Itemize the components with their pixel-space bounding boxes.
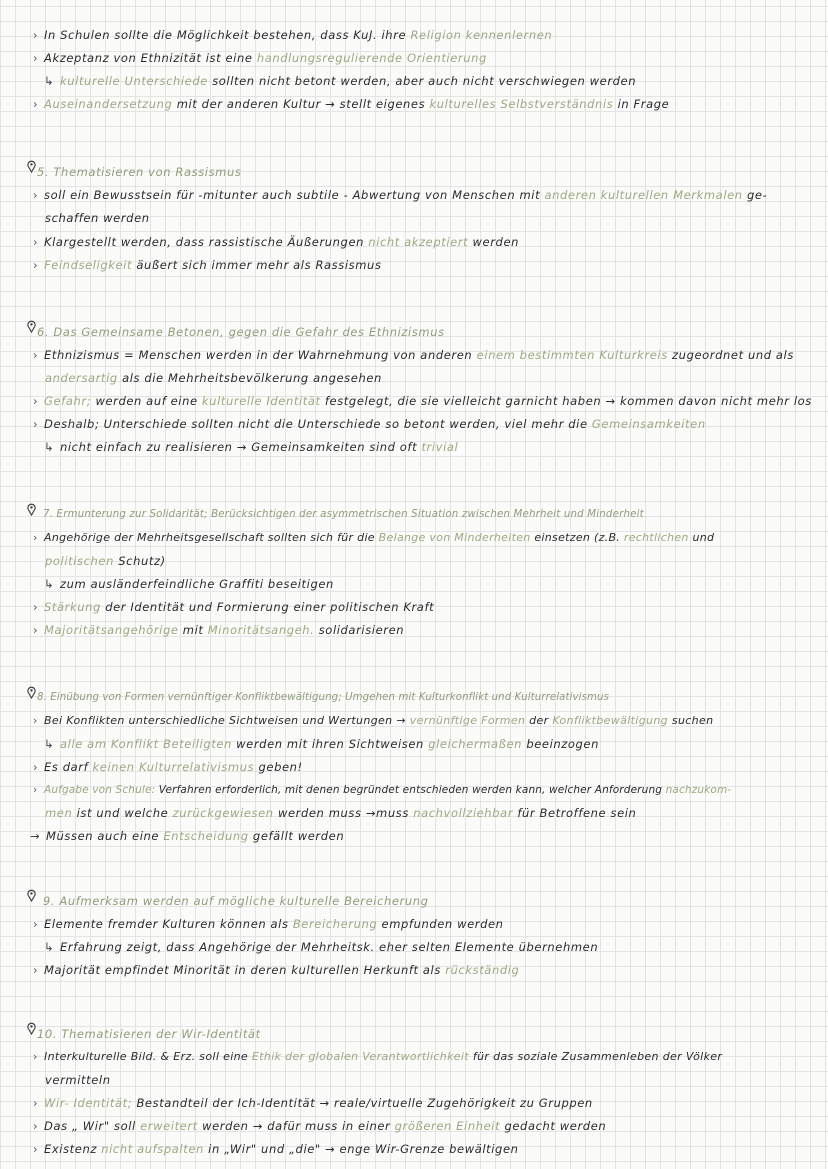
highlight-text: nicht akzeptiert xyxy=(368,235,469,249)
bullet-icon: › xyxy=(33,235,39,249)
list-item xyxy=(33,393,812,409)
highlight-text: Majoritätsangehörige xyxy=(44,623,179,637)
item-text: empfunden werden xyxy=(381,917,504,931)
list-item xyxy=(33,962,519,978)
item-text: für das soziale Zusammenleben der Völker xyxy=(472,1050,723,1063)
return-arrow-icon: ↳ xyxy=(44,577,55,591)
item-text: beeinzogen xyxy=(526,737,599,751)
item-text: soll ein Bewusstsein für -mitunter auch subtile - Abwertung von Menschen mit xyxy=(44,188,541,202)
bullet-icon: › xyxy=(33,348,39,362)
highlight-text: alle am Konflikt Beteiligten xyxy=(60,737,232,751)
highlight-text: kulturelles Selbstverständnis xyxy=(429,97,614,111)
list-item xyxy=(33,713,713,729)
list-item xyxy=(30,828,344,844)
section-heading xyxy=(43,507,644,523)
list-subitem xyxy=(44,73,636,89)
bullet-icon: › xyxy=(33,394,39,408)
item-text: zugeordnet und als xyxy=(672,348,794,362)
bullet-icon: › xyxy=(33,1142,39,1156)
list-item xyxy=(33,257,382,273)
item-text: der xyxy=(529,714,549,727)
item-text: in Frage xyxy=(617,97,670,111)
list-subitem xyxy=(44,736,599,752)
section-heading xyxy=(37,1026,261,1042)
list-item xyxy=(33,1141,519,1157)
highlight-text: anderen kulturellen Merkmalen xyxy=(544,188,743,202)
list-item xyxy=(33,530,714,546)
list-item xyxy=(33,234,519,250)
item-text: Erfahrung zeigt, dass Angehörige der Mehrheitsk. eher selten Elemente übernehmen xyxy=(60,940,599,954)
highlight-text: Religion kennenlernen xyxy=(410,28,553,42)
list-item xyxy=(33,96,669,112)
item-text: werden muss →muss xyxy=(277,806,409,820)
bullet-icon: › xyxy=(33,28,39,42)
list-item-continuation xyxy=(45,805,636,821)
highlight-text: Aufgabe von Schule: xyxy=(44,784,156,796)
list-item xyxy=(33,187,767,203)
highlight-text: Feindseligkeit xyxy=(44,258,133,272)
bullet-icon: › xyxy=(33,1050,38,1063)
highlight-text: Wir- Identität; xyxy=(44,1096,133,1110)
item-text: solidarisieren xyxy=(318,623,405,637)
highlight-text: handlungsregulierende Orientierung xyxy=(256,51,487,65)
pin-icon xyxy=(27,160,36,173)
item-text: Müssen auch eine xyxy=(46,829,160,843)
item-text: geben! xyxy=(258,760,303,774)
highlight-text: Stärkung xyxy=(44,600,101,614)
highlight-text: Entscheidung xyxy=(163,829,249,843)
item-text: Interkulturelle Bild. & Erz. soll eine xyxy=(44,1050,249,1063)
item-text: zum ausländerfeindliche Graffiti beseitigen xyxy=(60,577,334,591)
return-arrow-icon: ↳ xyxy=(44,737,55,751)
highlight-text: keinen Kulturrelativismus xyxy=(92,760,255,774)
bullet-icon: › xyxy=(33,51,39,65)
heading-text: 8. Einübung von Formen vernünftiger Konfliktbewältigung; Umgehen mit Kulturkonflikt und Kulturrelativismus xyxy=(37,692,609,703)
item-text: Majorität empfindet Minorität in deren kulturellen Herkunft als xyxy=(44,963,441,977)
item-text: gefällt werden xyxy=(252,829,345,843)
item-text: gedacht werden xyxy=(504,1119,607,1133)
heading-text: 7. Ermunterung zur Solidarität; Berücksichtigen der asymmetrischen Situation zwischen Mehrheit und Minderheit xyxy=(43,509,644,520)
highlight-text: größeren Einheit xyxy=(394,1119,501,1133)
item-text: Deshalb; Unterschiede sollten nicht die Unterschiede so betont werden, viel mehr die xyxy=(44,417,588,431)
item-text: mit xyxy=(182,623,204,637)
item-text: Das „ Wir" soll xyxy=(44,1119,136,1133)
item-text: Bestandteil der Ich-Identität → reale/virtuelle Zugehörigkeit zu Gruppen xyxy=(136,1096,593,1110)
pin-icon xyxy=(27,1022,36,1035)
item-text: festgelegt, die sie vielleicht garnicht haben → kommen davon nicht mehr los xyxy=(324,394,812,408)
bullet-icon: › xyxy=(33,714,38,727)
section-heading xyxy=(37,324,445,340)
item-text: Existenz xyxy=(44,1142,97,1156)
bullet-icon: › xyxy=(33,97,39,111)
item-text: werden → dafür muss in einer xyxy=(202,1119,391,1133)
return-arrow-icon: ↳ xyxy=(44,440,55,454)
highlight-text: trivial xyxy=(421,440,459,454)
highlight-text: men xyxy=(45,806,73,820)
highlight-text: Belange von Minderheiten xyxy=(378,531,531,544)
list-item xyxy=(33,347,794,363)
highlight-text: rechtlichen xyxy=(623,531,689,544)
highlight-text: Gefahr; xyxy=(44,394,92,408)
item-text: für Betroffene sein xyxy=(517,806,637,820)
list-item-continuation xyxy=(45,210,150,226)
pin-icon xyxy=(27,320,36,333)
bullet-icon: › xyxy=(33,258,39,272)
section-heading xyxy=(37,164,241,180)
list-subitem xyxy=(44,439,458,455)
return-arrow-icon: ↳ xyxy=(44,940,55,954)
list-item xyxy=(33,50,487,66)
bullet-icon: › xyxy=(33,1119,39,1133)
section-heading xyxy=(43,893,429,909)
item-text: Ethnizismus = Menschen werden in der Wahrnehmung von anderen xyxy=(44,348,473,362)
heading-text: 9. Aufmerksam werden auf mögliche kulturelle Bereicherung xyxy=(43,894,429,908)
item-text: Verfahren erforderlich, mit denen begründet entschieden werden kann, welcher Anforderung xyxy=(158,784,663,796)
highlight-text: Auseinandersetzung xyxy=(44,97,173,111)
section-heading xyxy=(37,690,609,706)
bullet-icon: › xyxy=(33,784,38,796)
bullet-icon: › xyxy=(33,1096,39,1110)
item-text: in „Wir" und „die" → enge Wir-Grenze bewältigen xyxy=(208,1142,519,1156)
item-text: werden mit ihren Sichtweisen xyxy=(236,737,424,751)
list-item xyxy=(33,27,552,43)
bullet-icon: › xyxy=(33,531,38,544)
bullet-icon: › xyxy=(33,917,39,931)
item-text: Klargestellt werden, dass rassistische Äußerungen xyxy=(44,235,365,249)
highlight-text: einem bestimmten Kulturkreis xyxy=(476,348,668,362)
list-subitem xyxy=(44,576,334,592)
highlight-text: kulturelle Identität xyxy=(201,394,321,408)
item-text: In Schulen sollte die Möglichkeit bestehen, dass KuJ. ihre xyxy=(44,28,407,42)
item-text: Angehörige der Mehrheitsgesellschaft sollten sich für die xyxy=(44,531,375,544)
item-text: Es darf xyxy=(44,760,89,774)
list-item xyxy=(33,622,404,638)
highlight-text: gleichermaßen xyxy=(428,737,523,751)
list-item-continuation xyxy=(45,1072,111,1088)
list-item xyxy=(33,1095,593,1111)
highlight-text: vernünftige Formen xyxy=(409,714,526,727)
item-text: vermitteln xyxy=(45,1073,111,1087)
list-item xyxy=(33,1049,722,1065)
bullet-icon: › xyxy=(33,963,39,977)
list-item xyxy=(33,782,731,798)
item-text: werden auf eine xyxy=(95,394,198,408)
item-text: Schutz) xyxy=(118,554,166,568)
list-item-continuation xyxy=(45,553,166,569)
item-text: ist und welche xyxy=(76,806,169,820)
item-text: Elemente fremder Kulturen können als xyxy=(44,917,289,931)
arrow-icon: → xyxy=(30,829,41,843)
heading-text: 5. Thematisieren von Rassismus xyxy=(37,165,242,179)
highlight-text: kulturelle Unterschiede xyxy=(60,74,208,88)
item-text: ge- xyxy=(746,188,768,202)
list-item xyxy=(33,599,434,615)
highlight-text: nachzukom- xyxy=(665,784,732,796)
list-item xyxy=(33,759,303,775)
highlight-text: Minoritätsangeh. xyxy=(207,623,315,637)
item-text: äußert sich immer mehr als Rassismus xyxy=(136,258,382,272)
item-text: Akzeptanz von Ethnizität ist eine xyxy=(44,51,253,65)
highlight-text: Gemeinsamkeiten xyxy=(591,417,706,431)
item-text: und xyxy=(692,531,715,544)
item-text: suchen xyxy=(671,714,714,727)
list-item xyxy=(33,416,706,432)
highlight-text: Ethik der globalen Verantwortlichkeit xyxy=(251,1050,469,1063)
highlight-text: politischen xyxy=(45,554,114,568)
item-text: der Identität und Formierung einer politischen Kraft xyxy=(105,600,435,614)
bullet-icon: › xyxy=(33,623,39,637)
item-text: einsetzen (z.B. xyxy=(534,531,621,544)
heading-text: 10. Thematisieren der Wir-Identität xyxy=(37,1027,261,1041)
item-text: mit der anderen Kultur → stellt eigenes xyxy=(176,97,426,111)
highlight-text: zurückgewiesen xyxy=(172,806,274,820)
highlight-text: Bereicherung xyxy=(292,917,378,931)
list-item xyxy=(33,1118,606,1134)
highlight-text: andersartig xyxy=(45,371,118,385)
item-text: werden xyxy=(472,235,520,249)
list-item xyxy=(33,916,504,932)
highlight-text: rückständig xyxy=(445,963,520,977)
item-text: schaffen werden xyxy=(45,211,150,225)
pin-icon xyxy=(27,889,36,902)
bullet-icon: › xyxy=(33,760,39,774)
item-text: nicht einfach zu realisieren → Gemeinsamkeiten sind oft xyxy=(60,440,418,454)
list-item-continuation xyxy=(45,370,382,386)
list-subitem xyxy=(44,939,598,955)
highlight-text: nicht aufspalten xyxy=(101,1142,204,1156)
item-text: als die Mehrheitsbevölkerung angesehen xyxy=(122,371,382,385)
highlight-text: Konfliktbewältigung xyxy=(552,714,669,727)
highlight-text: nachvollziehbar xyxy=(413,806,514,820)
bullet-icon: › xyxy=(33,600,39,614)
highlight-text: erweitert xyxy=(140,1119,198,1133)
item-text: Bei Konflikten unterschiedliche Sichtweisen und Wertungen → xyxy=(44,714,406,727)
heading-text: 6. Das Gemeinsame Betonen, gegen die Gefahr des Ethnizismus xyxy=(37,325,445,339)
bullet-icon: › xyxy=(33,188,39,202)
return-arrow-icon: ↳ xyxy=(44,74,55,88)
item-text: sollten nicht betont werden, aber auch nicht verschwiegen werden xyxy=(212,74,637,88)
pin-icon xyxy=(27,503,36,516)
pin-icon xyxy=(27,686,36,699)
bullet-icon: › xyxy=(33,417,39,431)
